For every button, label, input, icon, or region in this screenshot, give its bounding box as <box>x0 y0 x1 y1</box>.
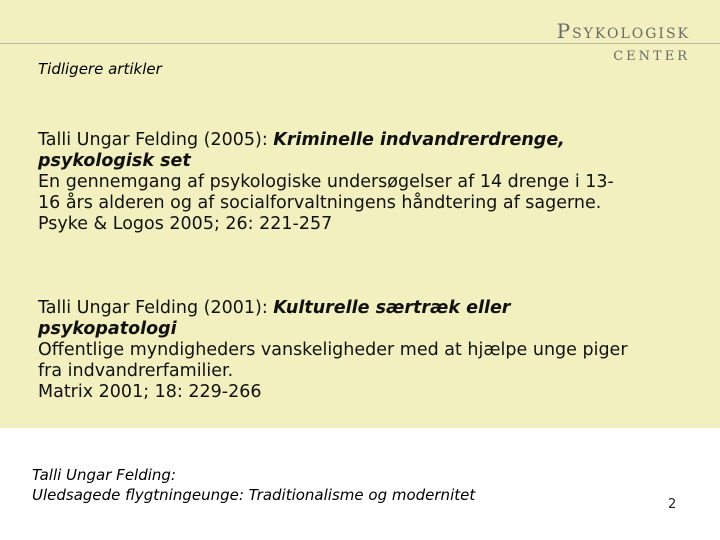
article-author-year: Talli Ungar Felding (2001): <box>38 298 274 318</box>
article-citation: Psyke & Logos 2005; 26: 221-257 <box>38 214 333 234</box>
article-entry-2005 <box>38 130 718 235</box>
footer-author: Talli Ungar Felding: <box>32 466 176 484</box>
article-description-continued: 16 års alderen og af socialforvaltningens håndtering af sagerne. <box>38 193 602 213</box>
article-title-continued: psykopatologi <box>38 319 177 339</box>
article-description: Offentlige myndigheders vanskeligheder med at hjælpe unge piger <box>38 340 628 360</box>
article-entry-2001 <box>38 298 718 403</box>
footer-title: Uledsagede flygtningeunge: Traditionalisme og modernitet <box>32 486 476 504</box>
article-header-line <box>38 130 718 151</box>
article-author-year: Talli Ungar Felding (2005): <box>38 130 274 150</box>
psykologisk-center-logo <box>557 20 690 66</box>
section-heading: Tidligere artikler <box>38 60 162 78</box>
page-number: 2 <box>668 497 677 512</box>
article-header-line <box>38 298 718 319</box>
footer-reference <box>32 465 475 505</box>
article-title: Kriminelle indvandrerdrenge, <box>273 130 565 150</box>
article-description: En gennemgang af psykologiske undersøgelser af 14 drenge i 13- <box>38 172 614 192</box>
article-description-continued: fra indvandrerfamilier. <box>38 361 234 381</box>
logo-line-1: Psykologisk <box>556 19 690 43</box>
article-citation: Matrix 2001; 18: 229-266 <box>38 382 262 402</box>
article-title: Kulturelle særtræk eller <box>273 298 511 318</box>
logo-line-2: center <box>613 43 690 65</box>
article-title-continued: psykologisk set <box>38 151 191 171</box>
